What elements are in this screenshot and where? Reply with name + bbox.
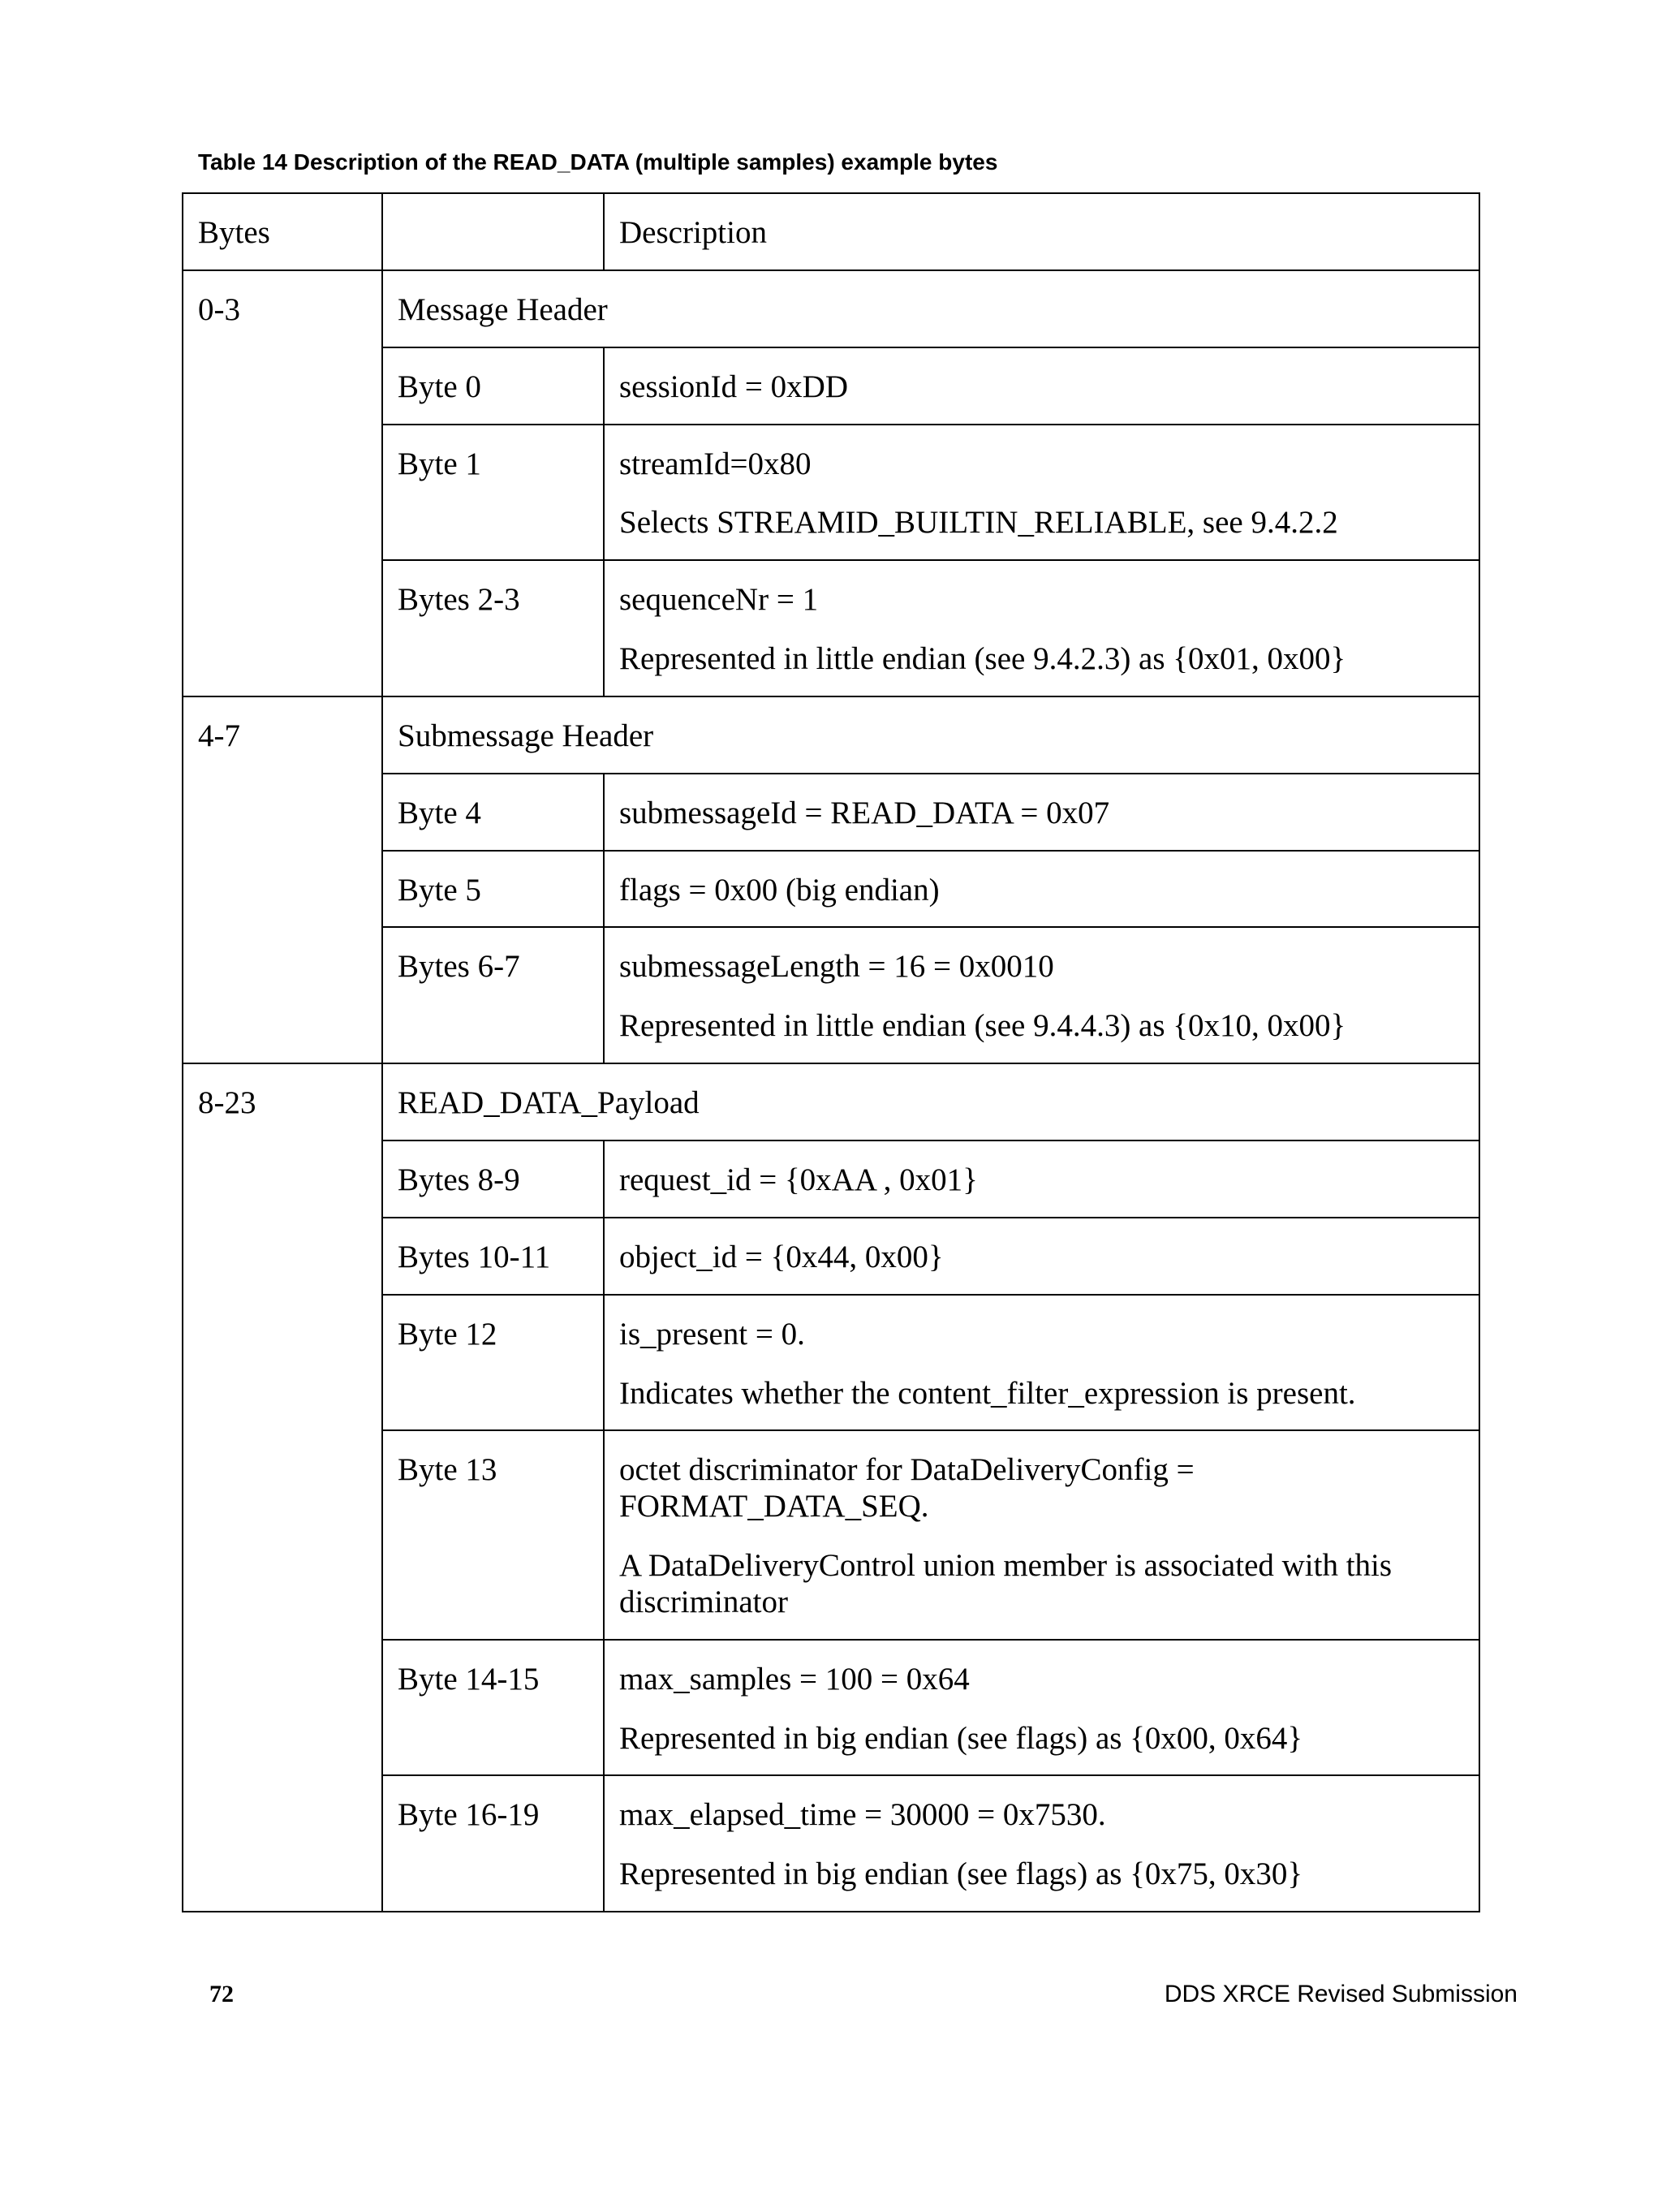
description-cell	[604, 1640, 1479, 1776]
group-header-row	[183, 696, 1479, 774]
byte-cell: Byte 1	[382, 425, 604, 561]
description-line: Represented in big endian (see flags) as {0x75, 0x30}	[619, 1856, 1303, 1892]
table-header-row	[183, 193, 1479, 270]
description-line: Selects STREAMID_BUILTIN_RELIABLE, see 9.4.2.2	[619, 505, 1338, 541]
page-number: 72	[209, 1981, 234, 2007]
group-title: Submessage Header	[382, 696, 1479, 774]
byte-cell: Bytes 10-11	[382, 1218, 604, 1295]
byte-cell: Byte 4	[382, 774, 604, 851]
description-line: request_id = {0xAA , 0x01}	[619, 1162, 978, 1197]
header-sub	[382, 193, 604, 270]
byte-cell: Byte 12	[382, 1295, 604, 1431]
group-title: READ_DATA_Payload	[382, 1063, 1479, 1140]
description-cell	[604, 1295, 1479, 1431]
description-line: octet discriminator for DataDeliveryConfig = FORMAT_DATA_SEQ.	[619, 1452, 1195, 1524]
byte-range-cell: 8-23	[183, 1063, 382, 1912]
description-line: A DataDeliveryControl union member is associated with this discriminator	[619, 1548, 1393, 1619]
description-line: Represented in little endian (see 9.4.2.3) as {0x01, 0x00}	[619, 641, 1346, 677]
description-line: submessageId = READ_DATA = 0x07	[619, 795, 1110, 830]
description-cell	[604, 927, 1479, 1063]
byte-cell: Bytes 6-7	[382, 927, 604, 1063]
byte-range-cell: 4-7	[183, 696, 382, 1063]
description-cell	[604, 1218, 1479, 1295]
description-line: max_elapsed_time = 30000 = 0x7530.	[619, 1797, 1106, 1833]
description-cell	[604, 1140, 1479, 1218]
description-cell	[604, 1775, 1479, 1912]
group-header-row	[183, 270, 1479, 347]
description-line: Represented in little endian (see 9.4.4.3) as {0x10, 0x00}	[619, 1008, 1346, 1044]
description-cell	[604, 425, 1479, 561]
description-line: sequenceNr = 1	[619, 582, 819, 618]
description-line: flags = 0x00 (big endian)	[619, 872, 940, 908]
byte-cell: Byte 0	[382, 347, 604, 425]
description-line: Represented in big endian (see flags) as {0x00, 0x64}	[619, 1720, 1303, 1756]
bytes-table	[182, 192, 1480, 1912]
group-title: Message Header	[382, 270, 1479, 347]
description-cell	[604, 560, 1479, 696]
description-cell	[604, 774, 1479, 851]
description-cell	[604, 347, 1479, 425]
description-cell	[604, 851, 1479, 928]
byte-cell: Byte 16-19	[382, 1775, 604, 1912]
header-description: Description	[604, 193, 1479, 270]
description-line: streamId=0x80	[619, 446, 812, 481]
byte-cell: Bytes 2-3	[382, 560, 604, 696]
description-line: object_id = {0x44, 0x00}	[619, 1239, 944, 1274]
byte-cell: Byte 13	[382, 1430, 604, 1639]
description-cell	[604, 1430, 1479, 1639]
group-header-row	[183, 1063, 1479, 1140]
header-bytes: Bytes	[183, 193, 382, 270]
table-caption: Table 14 Description of the READ_DATA (multiple samples) example bytes	[198, 149, 998, 175]
byte-cell: Bytes 8-9	[382, 1140, 604, 1218]
byte-cell: Byte 5	[382, 851, 604, 928]
description-line: Indicates whether the content_filter_expression is present.	[619, 1375, 1356, 1411]
byte-range-cell: 0-3	[183, 270, 382, 696]
description-line: max_samples = 100 = 0x64	[619, 1661, 970, 1697]
byte-cell: Byte 14-15	[382, 1640, 604, 1776]
document-title: DDS XRCE Revised Submission	[1164, 1981, 1518, 2007]
description-line: sessionId = 0xDD	[619, 369, 848, 404]
description-line: is_present = 0.	[619, 1316, 805, 1352]
description-line: submessageLength = 16 = 0x0010	[619, 949, 1054, 985]
